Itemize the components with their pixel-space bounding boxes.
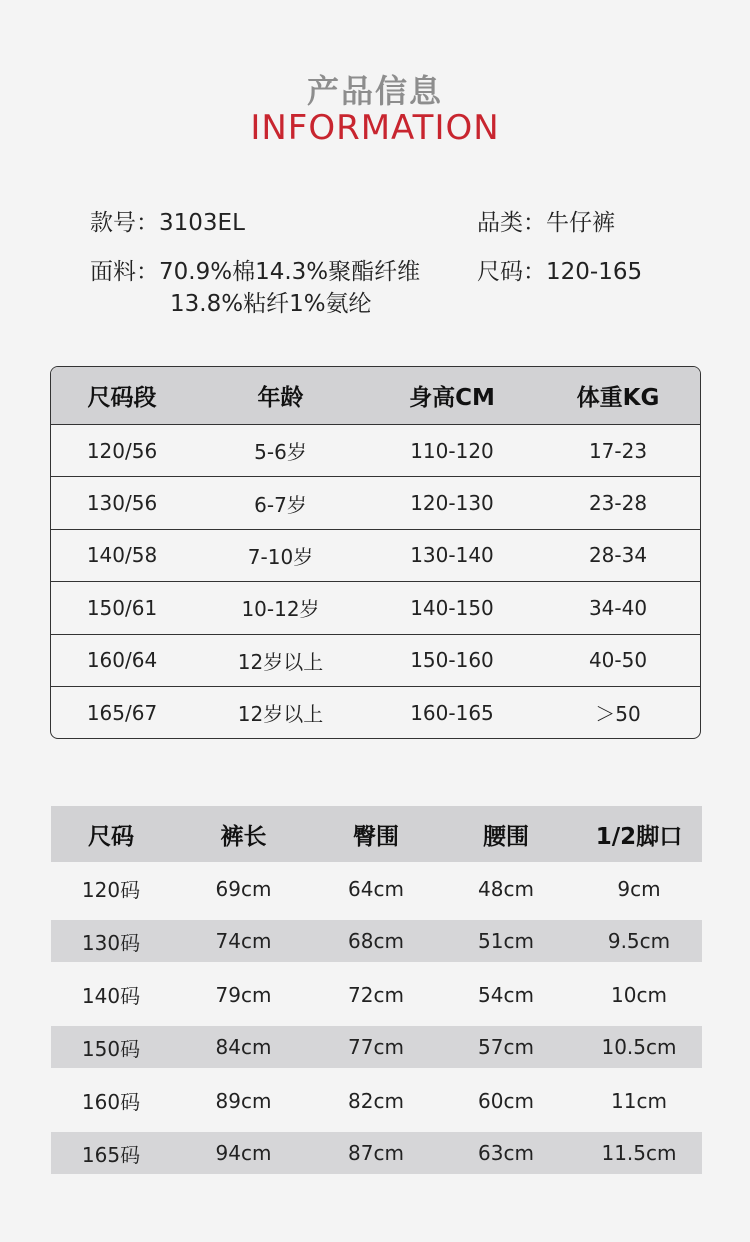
table-row <box>51 1132 702 1174</box>
table-cell: 77cm <box>348 1035 404 1059</box>
table-cell: 84cm <box>215 1035 272 1059</box>
fabric-line-2: 13.8%粘纤1%氨纶 <box>170 291 372 317</box>
table-cell: 12岁以上 <box>237 702 324 727</box>
header-cell: 体重KG <box>576 385 660 411</box>
table-cell: 110-120 <box>410 438 494 463</box>
page-title-english: INFORMATION <box>250 108 500 148</box>
table-cell: 23-28 <box>588 491 648 516</box>
table-cell: 34-40 <box>588 595 648 620</box>
category <box>477 207 615 239</box>
table-row <box>51 920 702 962</box>
table-cell: 120码 <box>81 878 141 902</box>
table-cell: 5-6岁 <box>254 440 307 465</box>
table-cell: 130/56 <box>86 491 158 516</box>
table-cell: 140-150 <box>410 595 494 620</box>
table-cell: 130-140 <box>410 543 494 568</box>
table-cell: 54cm <box>478 982 534 1007</box>
size-value: 120-165 <box>546 259 643 285</box>
header-cell: 1/2脚口 <box>595 823 683 850</box>
table-cell: 64cm <box>348 876 404 901</box>
header-cell: 尺码 <box>88 823 134 850</box>
table-cell: 87cm <box>348 1141 404 1165</box>
table-cell: 130码 <box>81 930 141 955</box>
table-cell: 150/61 <box>86 595 158 620</box>
style-label: 款号： <box>90 210 159 236</box>
table-cell: 51cm <box>478 929 534 953</box>
table-cell: 28-34 <box>588 543 648 568</box>
table-cell: 10cm <box>611 982 667 1007</box>
fabric-line-1: 70.9%棉14.3%聚酯纤维 <box>159 259 421 285</box>
category-label: 品类： <box>477 210 546 236</box>
style-value: 3103EL <box>159 210 245 236</box>
measurement-table <box>51 806 702 1180</box>
table-cell: ＞50 <box>595 702 641 727</box>
table-cell: 57cm <box>478 1035 534 1059</box>
table-cell: 68cm <box>348 929 404 953</box>
table-cell: 69cm <box>215 876 272 901</box>
table-row <box>51 476 700 528</box>
table-cell: 11cm <box>611 1088 667 1113</box>
size-range <box>477 256 642 288</box>
table-cell: 9.5cm <box>607 929 671 953</box>
table-cell: 165/67 <box>86 700 158 725</box>
table-cell: 60cm <box>478 1088 534 1113</box>
table-row <box>51 1026 702 1068</box>
table-cell: 63cm <box>478 1141 534 1165</box>
table-cell: 150码 <box>81 1036 141 1061</box>
fabric <box>90 256 420 320</box>
table-cell: 89cm <box>215 1088 272 1113</box>
table-cell: 74cm <box>215 929 272 953</box>
table-cell: 48cm <box>478 876 534 901</box>
header-cell: 臀围 <box>353 823 399 850</box>
table-cell: 94cm <box>215 1141 272 1165</box>
table-cell: 160/64 <box>86 648 158 673</box>
page-title-chinese: 产品信息 <box>306 72 443 110</box>
table-cell: 6-7岁 <box>254 492 307 517</box>
category-value: 牛仔裤 <box>546 210 615 236</box>
table-cell: 120/56 <box>86 438 158 463</box>
table-cell: 140码 <box>81 984 141 1008</box>
table-cell: 140/58 <box>86 543 158 568</box>
header-cell: 身高CM <box>409 385 495 411</box>
table-cell: 10-12岁 <box>241 597 320 622</box>
table-cell: 165码 <box>81 1142 141 1167</box>
table-cell: 79cm <box>215 982 272 1007</box>
size-chart-table <box>50 366 701 739</box>
table-row <box>51 968 702 1021</box>
table-cell: 12岁以上 <box>237 649 324 674</box>
table-cell: 72cm <box>348 982 404 1007</box>
table-row <box>51 686 700 738</box>
table-row <box>51 1074 702 1127</box>
style-number <box>90 207 245 239</box>
size-label: 尺码： <box>477 259 546 285</box>
table-cell: 11.5cm <box>601 1141 677 1165</box>
table-cell: 160码 <box>81 1090 141 1114</box>
table-row <box>51 424 700 476</box>
table-cell: 160-165 <box>410 700 494 725</box>
table-cell: 9cm <box>617 876 661 901</box>
table-row <box>51 529 700 581</box>
table-header-row <box>51 806 702 862</box>
table-cell: 17-23 <box>588 438 648 463</box>
header-cell: 年龄 <box>257 385 304 411</box>
header-cell: 裤长 <box>220 823 267 850</box>
table-cell: 120-130 <box>410 491 494 516</box>
table-row <box>51 862 702 915</box>
table-cell: 150-160 <box>410 648 494 673</box>
table-row <box>51 581 700 633</box>
header-cell: 尺码段 <box>87 385 157 411</box>
table-cell: 7-10岁 <box>247 544 314 569</box>
table-cell: 10.5cm <box>601 1035 677 1059</box>
table-header-row <box>51 367 700 424</box>
table-cell: 82cm <box>348 1088 404 1113</box>
header-cell: 腰围 <box>483 823 529 850</box>
fabric-label: 面料： <box>90 259 159 285</box>
table-cell: 40-50 <box>588 648 648 673</box>
table-row <box>51 634 700 686</box>
